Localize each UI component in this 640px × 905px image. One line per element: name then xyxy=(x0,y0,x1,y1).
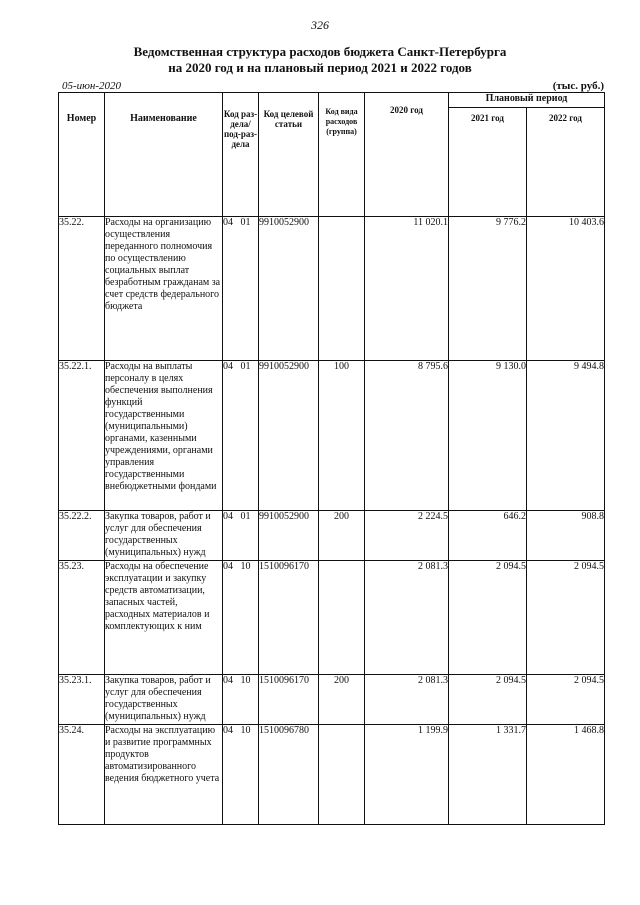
row-number: 35.23.1. xyxy=(59,675,105,725)
row-name: Расходы на выплаты персоналу в целях обеспечения выполнения функций государственными (муниципальными) органами, казенными учреждениями, органами управления государственными внебюджетными фондами xyxy=(105,361,223,511)
row-name: Закупка товаров, работ и услуг для обеспечения государственных (муниципальных) нужд xyxy=(105,511,223,561)
row-section-code: 04 10 xyxy=(223,561,259,675)
row-value-2021: 2 094.5 xyxy=(449,561,527,675)
page-number: 326 xyxy=(311,18,329,32)
row-value-2021: 9 776.2 xyxy=(449,217,527,361)
row-number: 35.23. xyxy=(59,561,105,675)
table-row xyxy=(59,361,605,511)
row-expense-type: 200 xyxy=(319,511,365,561)
table-row xyxy=(59,561,605,675)
row-expense-type xyxy=(319,217,365,361)
row-value-2021: 1 331.7 xyxy=(449,725,527,825)
table-body xyxy=(59,217,605,825)
row-value-2022: 10 403.6 xyxy=(527,217,605,361)
date-stamp: 05-июн-2020 xyxy=(62,80,122,92)
row-article-code: 9910052900 xyxy=(259,511,319,561)
row-section-code: 04 01 xyxy=(223,361,259,511)
table-row xyxy=(59,725,605,825)
row-number: 35.22.2. xyxy=(59,511,105,561)
row-value-2021: 2 094.5 xyxy=(449,675,527,725)
row-value-2020: 2 081.3 xyxy=(365,675,449,725)
row-value-2020: 2 224.5 xyxy=(365,511,449,561)
table-row xyxy=(59,675,605,725)
document-title xyxy=(0,44,640,76)
row-article-code: 9910052900 xyxy=(259,361,319,511)
header-article: Код целевой статьи xyxy=(259,93,319,217)
row-value-2020: 8 795.6 xyxy=(365,361,449,511)
row-value-2022: 9 494.8 xyxy=(527,361,605,511)
budget-table xyxy=(58,92,605,825)
row-number: 35.22.1. xyxy=(59,361,105,511)
header-2020: 2020 год xyxy=(365,93,449,217)
row-section-code: 04 10 xyxy=(223,675,259,725)
row-value-2020: 11 020.1 xyxy=(365,217,449,361)
title-line-1: Ведомственная структура расходов бюджета Санкт-Петербурга xyxy=(133,44,507,59)
row-value-2022: 908.8 xyxy=(527,511,605,561)
header-2022: 2022 год xyxy=(527,108,605,217)
row-article-code: 1510096170 xyxy=(259,675,319,725)
row-article-code: 1510096170 xyxy=(259,561,319,675)
header-section: Код раз-дела/ под-раз-дела xyxy=(223,93,259,217)
row-expense-type xyxy=(319,725,365,825)
row-expense-type: 200 xyxy=(319,675,365,725)
table-row xyxy=(59,511,605,561)
row-value-2021: 646.2 xyxy=(449,511,527,561)
row-name: Расходы на эксплуатацию и развитие программных продуктов автоматизированного ведения бюджетного учета xyxy=(105,725,223,825)
table-row xyxy=(59,217,605,361)
row-value-2022: 1 468.8 xyxy=(527,725,605,825)
row-value-2022: 2 094.5 xyxy=(527,561,605,675)
row-number: 35.24. xyxy=(59,725,105,825)
row-expense-type xyxy=(319,561,365,675)
row-name: Расходы на организацию осуществления переданного полномочия по осуществлению социальных выплат безработным гражданам за счет средств федерального бюджета xyxy=(105,217,223,361)
row-expense-type: 100 xyxy=(319,361,365,511)
header-name: Наименование xyxy=(105,93,223,217)
header-number: Номер xyxy=(59,93,105,217)
row-value-2020: 2 081.3 xyxy=(365,561,449,675)
row-section-code: 04 10 xyxy=(223,725,259,825)
row-section-code: 04 01 xyxy=(223,217,259,361)
header-planned-period: Плановый период xyxy=(449,93,605,108)
row-number: 35.22. xyxy=(59,217,105,361)
header-expense-type: Код вида расходов (группа) xyxy=(319,93,365,217)
header-2021: 2021 год xyxy=(449,108,527,217)
row-name: Закупка товаров, работ и услуг для обеспечения государственных (муниципальных) нужд xyxy=(105,675,223,725)
row-article-code: 9910052900 xyxy=(259,217,319,361)
row-value-2020: 1 199.9 xyxy=(365,725,449,825)
unit-note: (тыс. руб.) xyxy=(552,80,604,92)
row-section-code: 04 01 xyxy=(223,511,259,561)
row-name: Расходы на обеспечение эксплуатации и закупку средств автоматизации, запасных частей, расходных материалов и комплектующих к ним xyxy=(105,561,223,675)
row-value-2022: 2 094.5 xyxy=(527,675,605,725)
row-value-2021: 9 130.0 xyxy=(449,361,527,511)
row-article-code: 1510096780 xyxy=(259,725,319,825)
title-line-2: на 2020 год и на плановый период 2021 и 2022 годов xyxy=(168,60,472,75)
